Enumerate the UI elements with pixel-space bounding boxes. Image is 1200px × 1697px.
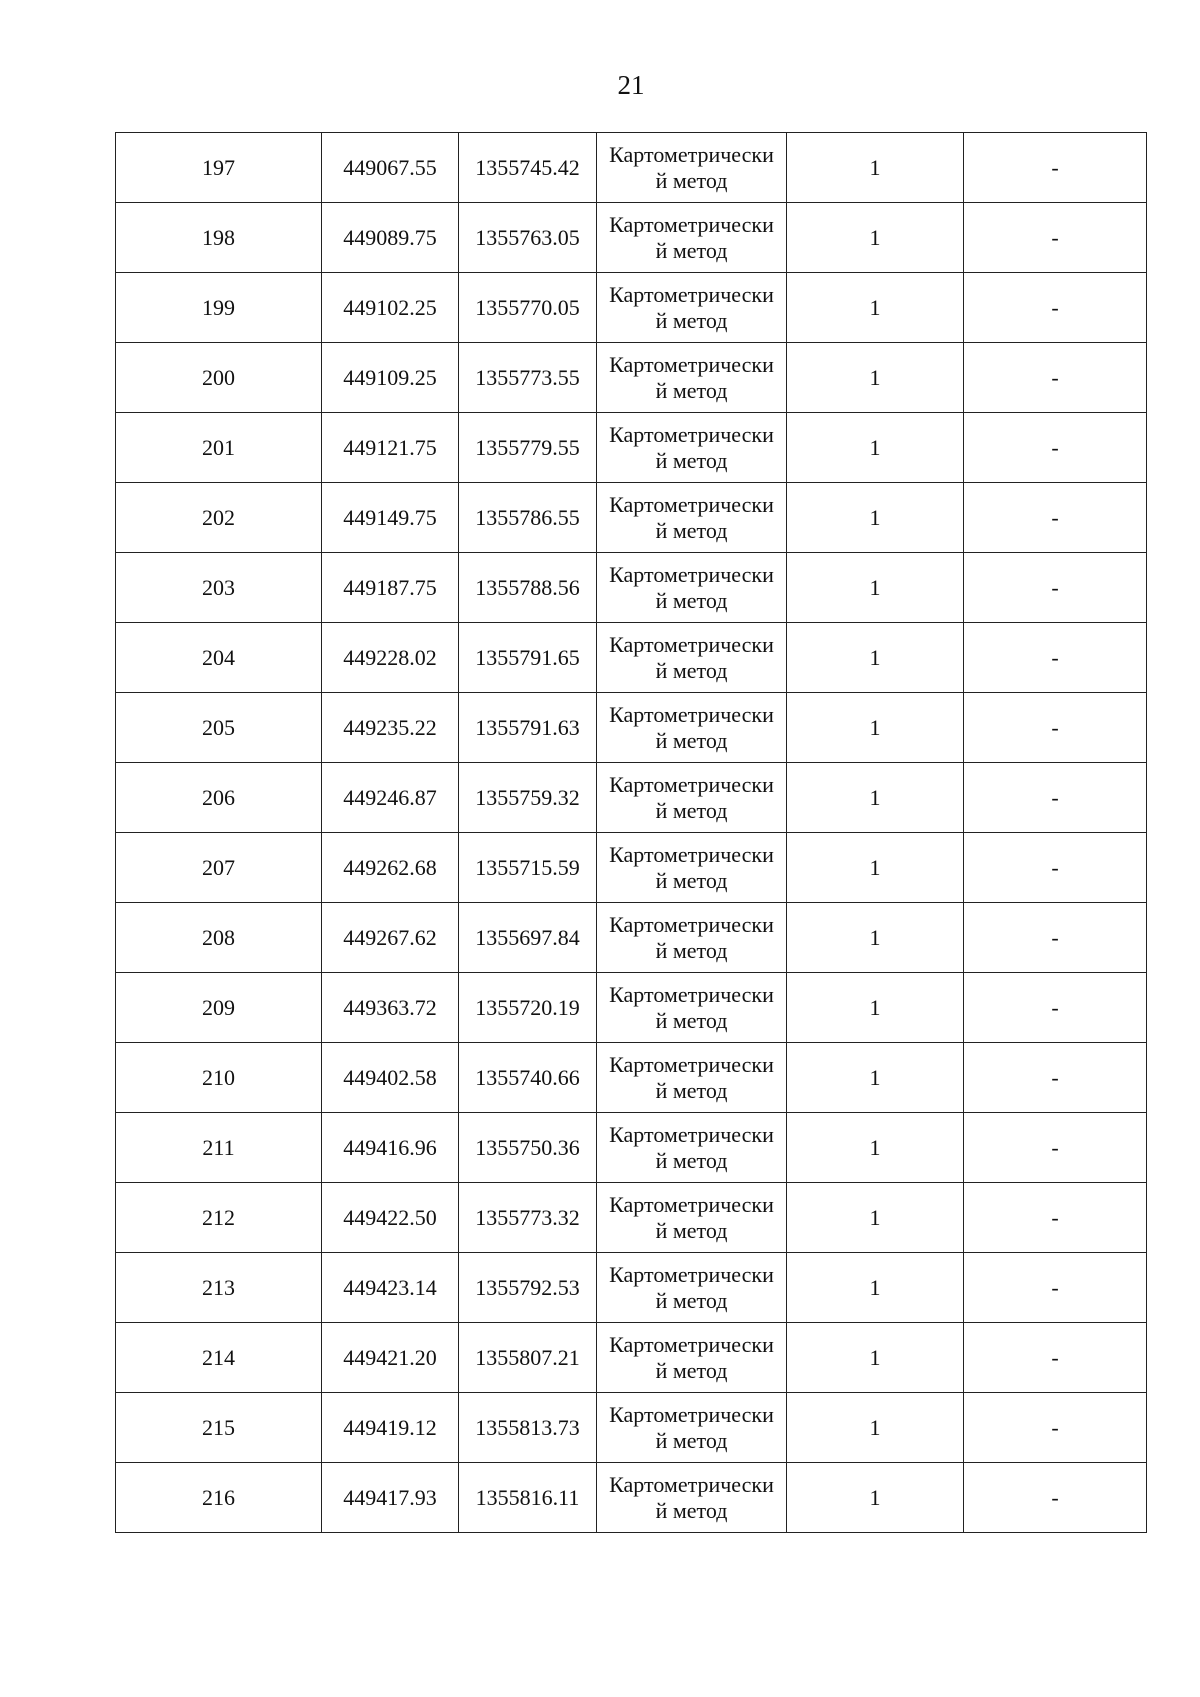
table-row bbox=[116, 413, 1147, 483]
accuracy-cell: 1 bbox=[787, 553, 964, 623]
point-number-cell: 206 bbox=[116, 763, 322, 833]
method-line-2: й метод bbox=[655, 1007, 728, 1033]
method-cell bbox=[597, 203, 787, 273]
method-line-1: Картометрически bbox=[609, 1051, 774, 1077]
page-number: 21 bbox=[617, 70, 645, 100]
note-cell: - bbox=[964, 273, 1147, 343]
table-row bbox=[116, 1393, 1147, 1463]
x-coordinate-cell: 449422.50 bbox=[322, 1183, 459, 1253]
table-row bbox=[116, 1463, 1147, 1533]
method-cell bbox=[597, 413, 787, 483]
note-cell: - bbox=[964, 1043, 1147, 1113]
method-line-2: й метод bbox=[655, 447, 728, 473]
note-cell: - bbox=[964, 133, 1147, 203]
method-cell bbox=[597, 623, 787, 693]
note-cell: - bbox=[964, 203, 1147, 273]
note-cell: - bbox=[964, 623, 1147, 693]
point-number-cell: 214 bbox=[116, 1323, 322, 1393]
note-cell: - bbox=[964, 973, 1147, 1043]
method-line-1: Картометрически bbox=[609, 1401, 774, 1427]
method-line-2: й метод bbox=[655, 937, 728, 963]
method-line-1: Картометрически bbox=[609, 281, 774, 307]
x-coordinate-cell: 449419.12 bbox=[322, 1393, 459, 1463]
y-coordinate-cell: 1355816.11 bbox=[459, 1463, 597, 1533]
x-coordinate-cell: 449235.22 bbox=[322, 693, 459, 763]
coordinates-table bbox=[115, 132, 1147, 1533]
point-number-cell: 209 bbox=[116, 973, 322, 1043]
method-line-2: й метод bbox=[655, 1357, 728, 1383]
method-line-1: Картометрически bbox=[609, 141, 774, 167]
method-line-2: й метод bbox=[655, 1287, 728, 1313]
table-row bbox=[116, 553, 1147, 623]
method-line-2: й метод bbox=[655, 1427, 728, 1453]
method-cell bbox=[597, 553, 787, 623]
note-cell: - bbox=[964, 1393, 1147, 1463]
point-number-cell: 212 bbox=[116, 1183, 322, 1253]
y-coordinate-cell: 1355773.55 bbox=[459, 343, 597, 413]
x-coordinate-cell: 449267.62 bbox=[322, 903, 459, 973]
x-coordinate-cell: 449423.14 bbox=[322, 1253, 459, 1323]
method-cell bbox=[597, 1113, 787, 1183]
method-cell bbox=[597, 133, 787, 203]
accuracy-cell: 1 bbox=[787, 833, 964, 903]
method-line-1: Картометрически bbox=[609, 701, 774, 727]
note-cell: - bbox=[964, 343, 1147, 413]
table-row bbox=[116, 273, 1147, 343]
method-line-2: й метод bbox=[655, 587, 728, 613]
accuracy-cell: 1 bbox=[787, 1463, 964, 1533]
y-coordinate-cell: 1355807.21 bbox=[459, 1323, 597, 1393]
note-cell: - bbox=[964, 1463, 1147, 1533]
method-line-1: Картометрически bbox=[609, 1121, 774, 1147]
method-cell bbox=[597, 1183, 787, 1253]
method-cell bbox=[597, 273, 787, 343]
method-line-1: Картометрически bbox=[609, 351, 774, 377]
y-coordinate-cell: 1355763.05 bbox=[459, 203, 597, 273]
point-number-cell: 202 bbox=[116, 483, 322, 553]
method-cell bbox=[597, 973, 787, 1043]
table-row bbox=[116, 1253, 1147, 1323]
x-coordinate-cell: 449246.87 bbox=[322, 763, 459, 833]
x-coordinate-cell: 449363.72 bbox=[322, 973, 459, 1043]
method-line-2: й метод bbox=[655, 1217, 728, 1243]
note-cell: - bbox=[964, 1323, 1147, 1393]
method-cell bbox=[597, 1323, 787, 1393]
accuracy-cell: 1 bbox=[787, 1253, 964, 1323]
method-cell bbox=[597, 903, 787, 973]
note-cell: - bbox=[964, 693, 1147, 763]
x-coordinate-cell: 449421.20 bbox=[322, 1323, 459, 1393]
method-line-2: й метод bbox=[655, 307, 728, 333]
point-number-cell: 201 bbox=[116, 413, 322, 483]
table-row bbox=[116, 1113, 1147, 1183]
method-line-2: й метод bbox=[655, 867, 728, 893]
accuracy-cell: 1 bbox=[787, 1043, 964, 1113]
y-coordinate-cell: 1355715.59 bbox=[459, 833, 597, 903]
method-line-1: Картометрически bbox=[609, 981, 774, 1007]
method-line-1: Картометрически bbox=[609, 491, 774, 517]
y-coordinate-cell: 1355773.32 bbox=[459, 1183, 597, 1253]
method-cell bbox=[597, 763, 787, 833]
table-row bbox=[116, 1043, 1147, 1113]
accuracy-cell: 1 bbox=[787, 203, 964, 273]
y-coordinate-cell: 1355792.53 bbox=[459, 1253, 597, 1323]
method-line-2: й метод bbox=[655, 727, 728, 753]
method-line-1: Картометрически bbox=[609, 561, 774, 587]
point-number-cell: 204 bbox=[116, 623, 322, 693]
x-coordinate-cell: 449121.75 bbox=[322, 413, 459, 483]
method-cell bbox=[597, 693, 787, 763]
method-line-2: й метод bbox=[655, 657, 728, 683]
accuracy-cell: 1 bbox=[787, 903, 964, 973]
method-line-2: й метод bbox=[655, 1497, 728, 1523]
accuracy-cell: 1 bbox=[787, 973, 964, 1043]
note-cell: - bbox=[964, 1183, 1147, 1253]
accuracy-cell: 1 bbox=[787, 343, 964, 413]
method-cell bbox=[597, 1253, 787, 1323]
method-line-1: Картометрически bbox=[609, 771, 774, 797]
y-coordinate-cell: 1355788.56 bbox=[459, 553, 597, 623]
y-coordinate-cell: 1355791.65 bbox=[459, 623, 597, 693]
x-coordinate-cell: 449262.68 bbox=[322, 833, 459, 903]
note-cell: - bbox=[964, 903, 1147, 973]
x-coordinate-cell: 449187.75 bbox=[322, 553, 459, 623]
method-line-1: Картометрически bbox=[609, 421, 774, 447]
point-number-cell: 203 bbox=[116, 553, 322, 623]
x-coordinate-cell: 449417.93 bbox=[322, 1463, 459, 1533]
table-row bbox=[116, 1323, 1147, 1393]
method-cell bbox=[597, 1043, 787, 1113]
note-cell: - bbox=[964, 483, 1147, 553]
accuracy-cell: 1 bbox=[787, 763, 964, 833]
method-cell bbox=[597, 343, 787, 413]
table-row bbox=[116, 343, 1147, 413]
note-cell: - bbox=[964, 1253, 1147, 1323]
point-number-cell: 208 bbox=[116, 903, 322, 973]
x-coordinate-cell: 449067.55 bbox=[322, 133, 459, 203]
y-coordinate-cell: 1355720.19 bbox=[459, 973, 597, 1043]
note-cell: - bbox=[964, 553, 1147, 623]
method-line-2: й метод bbox=[655, 167, 728, 193]
y-coordinate-cell: 1355786.55 bbox=[459, 483, 597, 553]
x-coordinate-cell: 449149.75 bbox=[322, 483, 459, 553]
x-coordinate-cell: 449402.58 bbox=[322, 1043, 459, 1113]
point-number-cell: 197 bbox=[116, 133, 322, 203]
point-number-cell: 211 bbox=[116, 1113, 322, 1183]
point-number-cell: 213 bbox=[116, 1253, 322, 1323]
note-cell: - bbox=[964, 833, 1147, 903]
method-line-2: й метод bbox=[655, 1147, 728, 1173]
y-coordinate-cell: 1355740.66 bbox=[459, 1043, 597, 1113]
method-line-1: Картометрически bbox=[609, 1261, 774, 1287]
method-cell bbox=[597, 833, 787, 903]
method-line-1: Картометрически bbox=[609, 1191, 774, 1217]
x-coordinate-cell: 449109.25 bbox=[322, 343, 459, 413]
accuracy-cell: 1 bbox=[787, 1183, 964, 1253]
point-number-cell: 215 bbox=[116, 1393, 322, 1463]
y-coordinate-cell: 1355779.55 bbox=[459, 413, 597, 483]
table-row bbox=[116, 203, 1147, 273]
method-line-1: Картометрически bbox=[609, 1331, 774, 1357]
accuracy-cell: 1 bbox=[787, 413, 964, 483]
table-row bbox=[116, 763, 1147, 833]
table-row bbox=[116, 693, 1147, 763]
y-coordinate-cell: 1355697.84 bbox=[459, 903, 597, 973]
point-number-cell: 205 bbox=[116, 693, 322, 763]
point-number-cell: 199 bbox=[116, 273, 322, 343]
x-coordinate-cell: 449102.25 bbox=[322, 273, 459, 343]
method-line-1: Картометрически bbox=[609, 841, 774, 867]
x-coordinate-cell: 449416.96 bbox=[322, 1113, 459, 1183]
accuracy-cell: 1 bbox=[787, 1393, 964, 1463]
method-line-1: Картометрически bbox=[609, 631, 774, 657]
x-coordinate-cell: 449228.02 bbox=[322, 623, 459, 693]
y-coordinate-cell: 1355750.36 bbox=[459, 1113, 597, 1183]
point-number-cell: 216 bbox=[116, 1463, 322, 1533]
method-line-1: Картометрически bbox=[609, 211, 774, 237]
accuracy-cell: 1 bbox=[787, 273, 964, 343]
y-coordinate-cell: 1355791.63 bbox=[459, 693, 597, 763]
table-row bbox=[116, 483, 1147, 553]
point-number-cell: 210 bbox=[116, 1043, 322, 1113]
method-cell bbox=[597, 483, 787, 553]
note-cell: - bbox=[964, 1113, 1147, 1183]
method-line-1: Картометрически bbox=[609, 911, 774, 937]
y-coordinate-cell: 1355770.05 bbox=[459, 273, 597, 343]
method-line-2: й метод bbox=[655, 797, 728, 823]
table-row bbox=[116, 973, 1147, 1043]
accuracy-cell: 1 bbox=[787, 1113, 964, 1183]
method-line-2: й метод bbox=[655, 237, 728, 263]
method-cell bbox=[597, 1463, 787, 1533]
accuracy-cell: 1 bbox=[787, 133, 964, 203]
method-line-2: й метод bbox=[655, 1077, 728, 1103]
point-number-cell: 200 bbox=[116, 343, 322, 413]
note-cell: - bbox=[964, 763, 1147, 833]
accuracy-cell: 1 bbox=[787, 1323, 964, 1393]
point-number-cell: 207 bbox=[116, 833, 322, 903]
table-row bbox=[116, 1183, 1147, 1253]
y-coordinate-cell: 1355813.73 bbox=[459, 1393, 597, 1463]
table-row bbox=[116, 623, 1147, 693]
method-line-2: й метод bbox=[655, 517, 728, 543]
y-coordinate-cell: 1355745.42 bbox=[459, 133, 597, 203]
note-cell: - bbox=[964, 413, 1147, 483]
table-row bbox=[116, 833, 1147, 903]
point-number-cell: 198 bbox=[116, 203, 322, 273]
x-coordinate-cell: 449089.75 bbox=[322, 203, 459, 273]
accuracy-cell: 1 bbox=[787, 693, 964, 763]
accuracy-cell: 1 bbox=[787, 623, 964, 693]
table-row bbox=[116, 133, 1147, 203]
coordinates-table-body bbox=[116, 133, 1147, 1533]
y-coordinate-cell: 1355759.32 bbox=[459, 763, 597, 833]
accuracy-cell: 1 bbox=[787, 483, 964, 553]
method-line-2: й метод bbox=[655, 377, 728, 403]
method-cell bbox=[597, 1393, 787, 1463]
table-row bbox=[116, 903, 1147, 973]
method-line-1: Картометрически bbox=[609, 1471, 774, 1497]
